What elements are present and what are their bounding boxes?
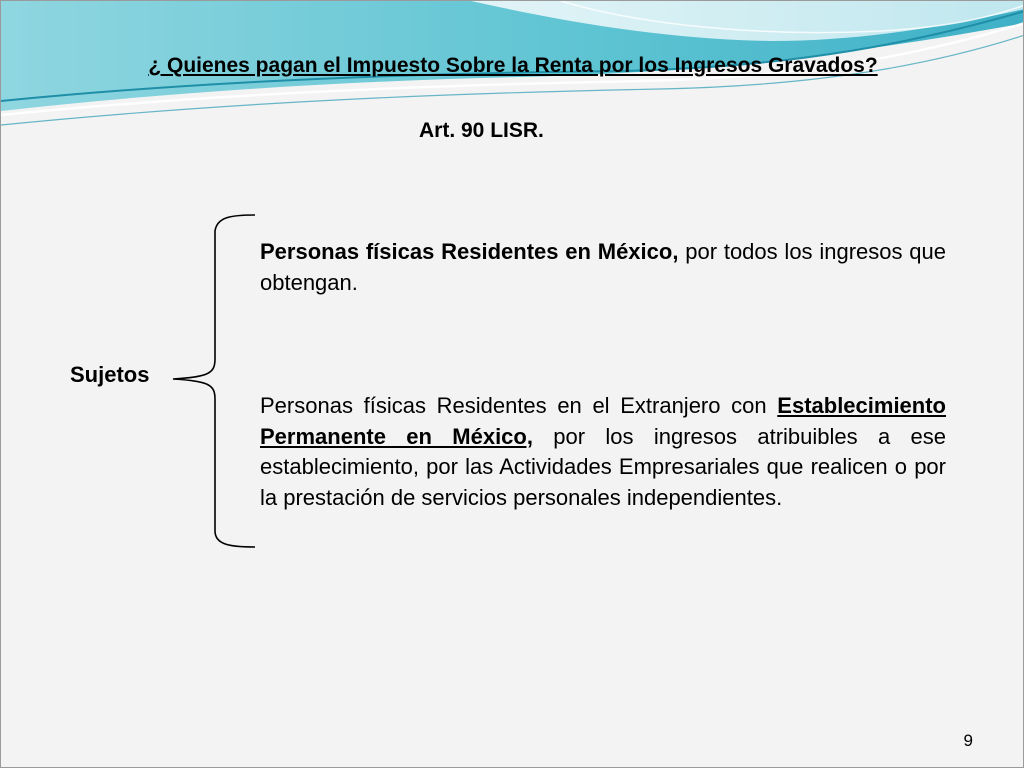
slide-title: ¿ Quienes pagan el Impuesto Sobre la Renta por los Ingresos Gravados? <box>148 54 878 77</box>
subject-item-foreign-text: por los ingresos atribuibles a ese establecimiento, por las Actividades Empresariales que realicen o por la prestación de servicios personales independientes. <box>260 423 946 510</box>
subject-item-residents-lead: Personas físicas Residentes en México, <box>260 239 679 264</box>
subject-item-foreign-intro: Personas físicas Residentes en el Extranjero con <box>260 393 778 418</box>
subject-item-foreign-lead: Establecimiento Permanente en México, <box>260 393 946 449</box>
grouping-brace <box>169 209 261 554</box>
subject-item-foreign-residents <box>260 391 946 513</box>
article-reference: Art. 90 LISR. <box>419 119 544 142</box>
subject-item-residents-text: por todos los ingresos que obtengan. <box>260 239 946 295</box>
subject-item-residents <box>260 237 946 298</box>
page-number: 9 <box>963 731 973 750</box>
subject-label: Sujetos <box>70 362 150 387</box>
